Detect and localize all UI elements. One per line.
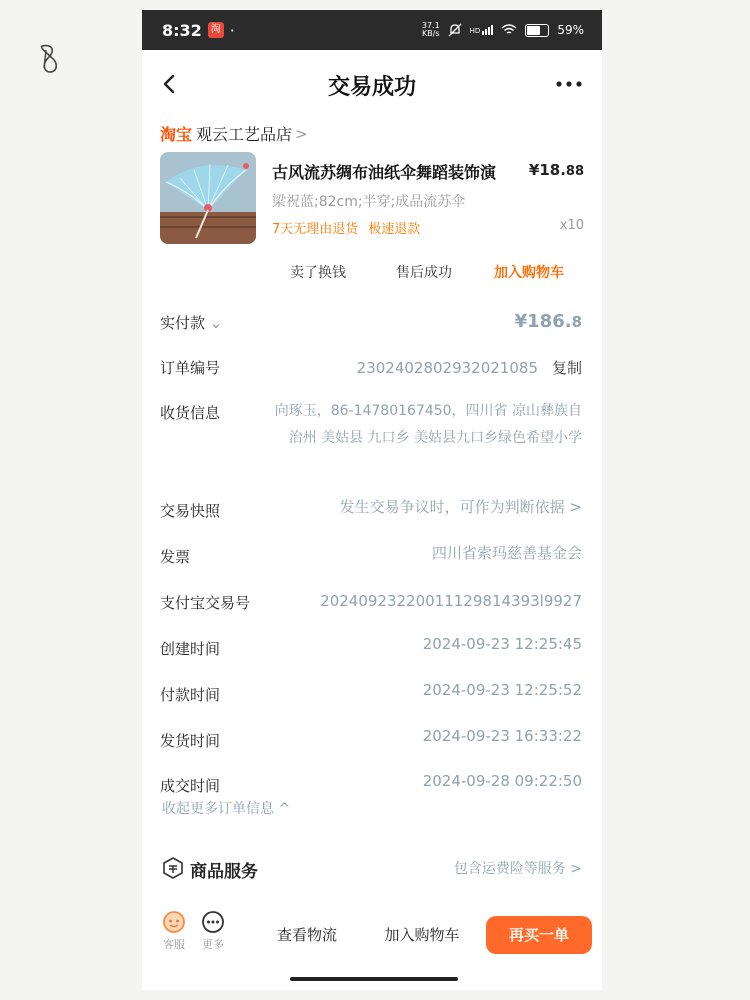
promise-refund: 极速退款 bbox=[368, 222, 421, 237]
status-time: 8:32 bbox=[162, 20, 202, 40]
view-logistics-button[interactable]: 查看物流 bbox=[276, 926, 337, 944]
status-dot: · bbox=[229, 20, 235, 40]
battery-icon bbox=[525, 24, 549, 37]
copy-button[interactable]: 复制 bbox=[551, 359, 582, 377]
add-cart-item-button[interactable]: 加入购物车 bbox=[494, 265, 564, 281]
paid-amount: ¥186.8 bbox=[514, 311, 582, 332]
chevron-right-icon: > bbox=[295, 124, 308, 143]
shipped-label: 发货时间 bbox=[160, 732, 221, 750]
product-item[interactable] bbox=[160, 152, 590, 246]
order-number-value: 2302402802932021085 复制 bbox=[356, 359, 582, 377]
net-speed: 37.1 KB/s bbox=[421, 21, 440, 38]
more-icon[interactable] bbox=[554, 72, 584, 96]
paid-label: 实付款 ⌄ bbox=[160, 314, 223, 332]
sell-button[interactable]: 卖了换钱 bbox=[290, 265, 346, 281]
store-link[interactable] bbox=[160, 122, 308, 145]
product-spec: 梁祝蓝;82cm;半穿;成品流苏伞 bbox=[272, 194, 466, 210]
alipay-label: 支付宝交易号 bbox=[160, 594, 251, 612]
add-cart-button[interactable]: 加入购物车 bbox=[384, 926, 460, 944]
service-row[interactable] bbox=[160, 855, 582, 883]
after-sale-button[interactable]: 售后成功 bbox=[396, 265, 452, 281]
shipped-value: 2024-09-23 16:33:22 bbox=[422, 727, 582, 745]
invoice-value: 四川省索玛慈善基金会 bbox=[431, 544, 582, 562]
battery-percent: 59% bbox=[557, 23, 584, 37]
completed-value: 2024-09-28 09:22:50 bbox=[422, 772, 582, 790]
mute-icon bbox=[448, 23, 462, 37]
product-thumbnail[interactable] bbox=[160, 152, 256, 244]
signal-icon: HD bbox=[470, 25, 494, 35]
paid-time-label: 付款时间 bbox=[160, 686, 221, 704]
service-value: 包含运费险等服务 > bbox=[453, 861, 582, 877]
paid-time-value: 2024-09-23 12:25:52 bbox=[422, 681, 582, 699]
product-quantity: x10 bbox=[559, 218, 584, 233]
more-circle-icon bbox=[201, 910, 225, 934]
address-value: 向琢玉，86-14780167450，四川省 凉山彝族自治州 美姑县 九口乡 美姑县九口乡绿色希望小学 bbox=[274, 403, 582, 446]
promise-return: 7天无理由退货 bbox=[272, 222, 359, 237]
snapshot-value: 发生交易争议时，可作为判断依据 > bbox=[339, 498, 582, 516]
status-bar bbox=[142, 10, 602, 50]
taobao-notification-icon: 淘 bbox=[208, 22, 224, 38]
snapshot-label: 交易快照 bbox=[160, 502, 221, 520]
item-actions bbox=[142, 262, 602, 292]
product-price: ¥18.88 bbox=[528, 161, 584, 179]
home-indicator[interactable] bbox=[290, 977, 458, 981]
customer-service-button[interactable]: 客服 bbox=[154, 910, 194, 952]
page-title: 交易成功 bbox=[327, 75, 416, 100]
collapse-order-info[interactable]: 收起更多订单信息 ^ bbox=[162, 801, 291, 817]
address-label: 收货信息 bbox=[160, 404, 221, 422]
buy-again-button[interactable]: 再买一单 bbox=[486, 916, 592, 954]
completed-label: 成交时间 bbox=[160, 777, 221, 795]
bottom-bar bbox=[142, 908, 602, 958]
handwritten-mark bbox=[36, 42, 62, 76]
service-shield-icon bbox=[162, 857, 184, 879]
store-name: 观云工艺品店 bbox=[196, 125, 293, 144]
wifi-icon bbox=[501, 24, 517, 36]
more-button[interactable]: 更多 bbox=[193, 910, 233, 952]
invoice-label: 发票 bbox=[160, 548, 191, 566]
service-title: 商品服务 bbox=[190, 862, 258, 882]
customer-service-icon bbox=[162, 910, 186, 934]
service-promises bbox=[272, 218, 420, 237]
order-number-label: 订单编号 bbox=[160, 359, 221, 377]
taobao-brand: 淘宝 bbox=[160, 125, 193, 144]
product-title[interactable]: 古风流苏绸布油纸伞舞蹈装饰演 bbox=[272, 163, 497, 182]
chevron-down-icon: ⌄ bbox=[209, 314, 223, 332]
alipay-value: 20240923220011129814393l9927 bbox=[320, 592, 582, 610]
phone-screen bbox=[142, 10, 602, 990]
top-nav bbox=[142, 50, 602, 120]
created-label: 创建时间 bbox=[160, 640, 221, 658]
created-value: 2024-09-23 12:25:45 bbox=[422, 635, 582, 653]
